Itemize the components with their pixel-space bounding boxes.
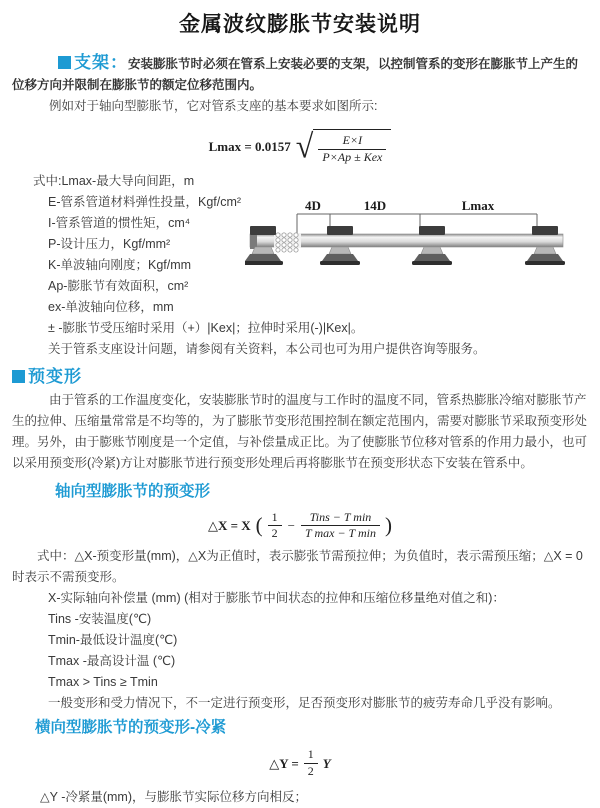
formula-dy-lhs: △Y = (269, 755, 299, 771)
support-intro-text: 安装膨胀节时必须在管系上安装必要的支架，以控制管系的变形在膨胀节上产生的位移方向并限制在膨胀节的额定位移范围内。 (12, 57, 579, 92)
diagram-label-14d: 14D (363, 197, 387, 213)
support-definitions-block (12, 171, 588, 360)
document-page (0, 12, 600, 808)
fraction-denominator: T max − T min (301, 525, 380, 541)
axial-note: Tins -安装温度(℃) (48, 612, 152, 627)
section-square-icon (58, 56, 71, 69)
pipe-support-diagram (245, 197, 600, 292)
section-square-icon (12, 370, 25, 383)
formula-delta-y (12, 748, 588, 779)
formula-lmax (12, 129, 588, 165)
support-example-text: 例如对于轴向型膨胀节，它对管系支座的基本要求如图所示: (49, 99, 378, 113)
definition-line: 式中:Lmax-最大导向间距，m (33, 173, 195, 188)
definition-line: 关于管系支座设计问题，请参阅有关资料，本公司也可为用户提供咨询等服务。 (48, 341, 486, 356)
predeform-section-title (12, 366, 588, 388)
formula-dy-rhs: Y (322, 755, 331, 771)
diagram-label-4d: 4D (305, 197, 321, 213)
one-half-fraction (304, 748, 318, 779)
definition-line: E-管系管道材料弹性投量，Kgf/cm² (48, 194, 242, 209)
formula-lmax-lhs: Lmax = 0.0157 (208, 139, 291, 154)
formula-lmax-numerator: E×I (342, 133, 363, 147)
definition-line: K-单波轴向刚度；Kgf/mm (48, 257, 192, 272)
fraction-numerator: Tins − T min (309, 509, 372, 524)
formula-lmax-denominator: P×Ap ± Kex (318, 149, 386, 165)
definition-line: ex-单波轴向位移，mm (48, 299, 174, 314)
support-section-heading: 支架： (74, 53, 128, 72)
diagram-label-lmax: Lmax (461, 197, 495, 213)
lateral-subsection-heading: 横向型膨胀节的预变形-冷紧 (35, 719, 227, 737)
formula-dx-lhs: △X = X (207, 518, 251, 534)
formula-lmax-radicand (313, 129, 391, 165)
bellows-icon (274, 232, 301, 251)
close-paren: ) (385, 513, 393, 538)
open-paren: ( (255, 513, 263, 538)
fraction-numerator: 1 (271, 509, 278, 524)
page-title: 金属波纹膨胀节安装说明 (179, 13, 421, 36)
axial-subsection-heading: 轴向型膨胀节的预变形 (55, 482, 211, 500)
definition-line: P-设计压力，Kgf/mm² (48, 236, 171, 251)
definition-line: ± -膨胀节受压缩时采用（+）|Kex|；拉伸时采用(-)|Kex|。 (48, 320, 364, 335)
fraction-numerator: 1 (307, 747, 314, 762)
fraction-denominator: 2 (268, 525, 282, 541)
predeform-section-heading: 预变形 (28, 366, 82, 386)
axial-note: X-实际轴向补偿量 (mm) (相对于膨胀节中间状态的拉伸和压缩位移量绝对值之和)： (48, 591, 505, 606)
one-half-fraction (268, 511, 282, 542)
sqrt-radical-icon: √ (295, 127, 314, 166)
fraction-denominator: 2 (304, 763, 318, 779)
axial-note: Tmax > Tins ≥ Tmin (48, 675, 158, 690)
formula-delta-x (12, 511, 588, 542)
minus-sign: − (287, 518, 295, 534)
definition-line: I-管系管道的惯性矩，cm⁴ (48, 215, 191, 230)
lateral-note: △Y -冷紧量(mm)，与膨胀节实际位移方向相反； (40, 789, 308, 804)
axial-note: 一般变形和受力情况下，不一定进行预变形，足否预变形对膨胀节的疲劳寿命几乎没有影响。 (48, 696, 561, 711)
support-lead-paragraph (12, 52, 588, 96)
axial-note: Tmax -最高设计温 (℃) (48, 654, 176, 669)
predeform-paragraph: 由于管系的工作温度变化，安装膨胀节时的温度与工作时的温度不同，管系热膨胀冷缩对膨胀节产生的拉伸、压缩量常常是不均等的，为了膨胀节变形范围控制在额定范围内，需要对膨胀节采取预变形处理。另外，由于膨账节刚度是一个定值，与补偿量成正比。为了使膨胀节位移对管系的作用力最小，也可以采用预变形(冷紧)方让对膨胀节进行预变形处理后再将膨胀节在预变形状态下安装在管系中。 (12, 392, 588, 470)
axial-note: 式中：△X-预变形量(mm)，△X为正值时，表示膨张节需预拉伸；为负值时，表示需预压缩；△X = 0时表示不需预变形。 (12, 549, 583, 585)
temperature-ratio-fraction (301, 511, 380, 542)
definition-line: Ap-膨胀节有效面积，cm² (48, 278, 189, 293)
axial-note: Tmin-最低设计温度(℃) (48, 633, 178, 648)
